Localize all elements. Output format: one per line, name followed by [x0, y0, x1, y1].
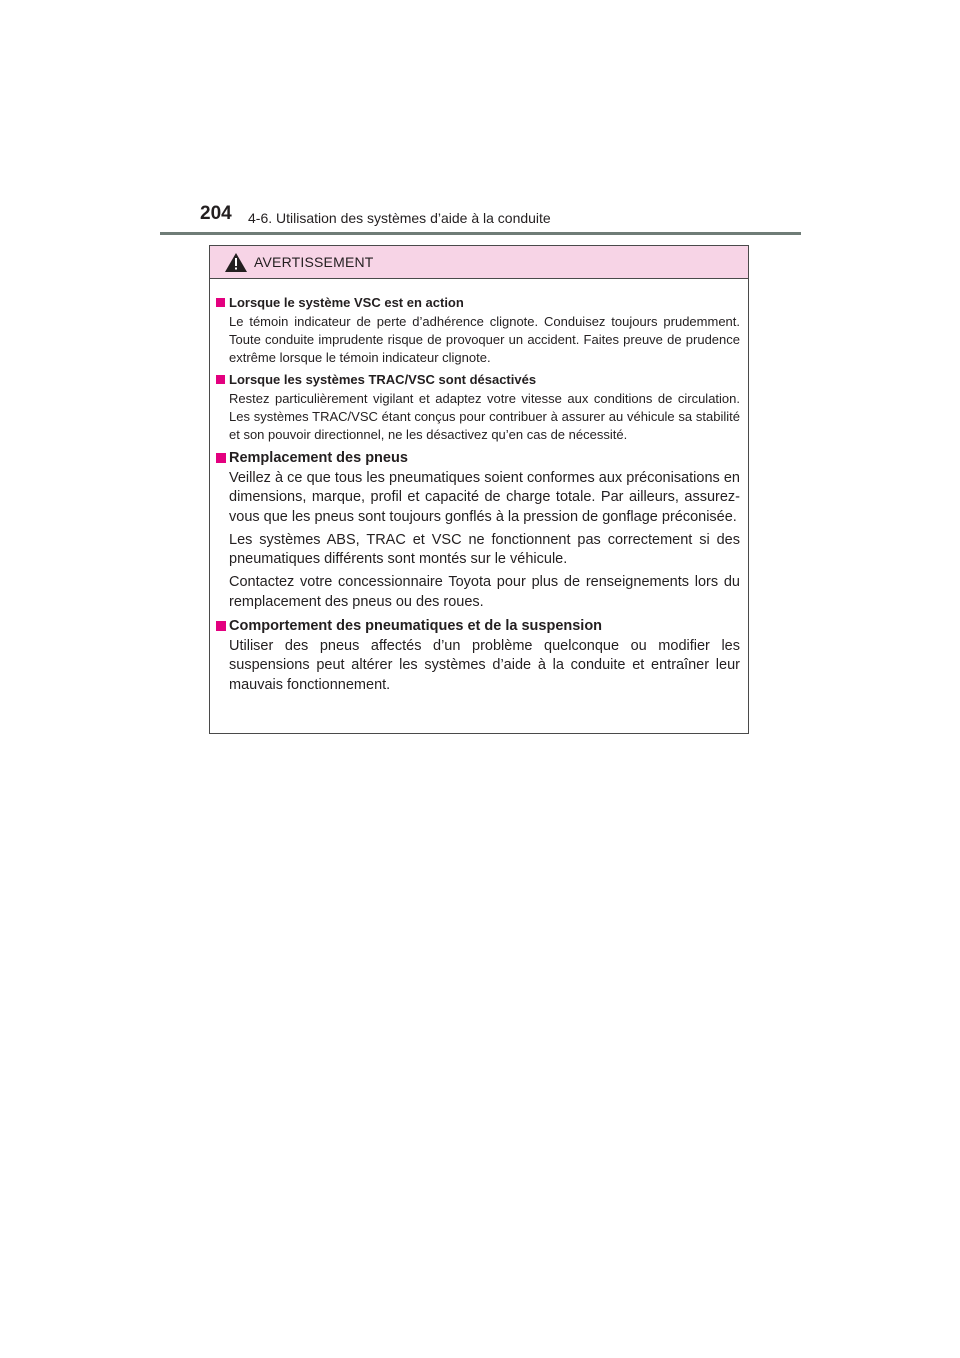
item-heading-text: Comportement des pneumatiques et de la suspension	[229, 618, 603, 635]
square-bullet-icon	[216, 298, 225, 307]
item-heading	[214, 616, 740, 636]
paragraph: Les systèmes ABS, TRAC et VSC ne fonctionnent pas correctement si des pneumatiques différents sont montés sur le véhicule.	[229, 531, 740, 568]
item-heading	[214, 448, 740, 468]
paragraph: Restez particulièrement vigilant et adaptez votre vitesse aux conditions de circulation. Les systèmes TRAC/VSC étant conçus pour contribuer à assurer au véhicule sa stabilité et son pouvoir directionnel, ne les désactivez qu’en cas de nécessité.	[229, 391, 740, 442]
paragraph: Contactez votre concessionnaire Toyota pour plus de renseignements lors du remplacement des pneus ou des roues.	[229, 574, 740, 610]
header-rule	[160, 232, 801, 235]
section-title: 4-6. Utilisation des systèmes d’aide à la conduite	[248, 210, 551, 226]
warning-box	[209, 245, 749, 734]
item-heading-text: Remplacement des pneus	[229, 450, 408, 466]
square-bullet-icon	[216, 621, 226, 631]
paragraph: Veillez à ce que tous les pneumatiques soient conformes aux préconisations en dimensions, marque, profil et capacité de charge totale. Par ailleurs, assurez-vous que les pneus sont toujours gonflés à la pression de gonflage préconisée.	[229, 470, 740, 525]
page-number: 204	[200, 203, 232, 224]
warning-header	[210, 246, 748, 279]
warning-triangle-icon	[225, 253, 247, 272]
warning-title: AVERTISSEMENT	[254, 254, 374, 270]
square-bullet-icon	[216, 453, 226, 463]
item-heading	[214, 371, 740, 389]
item-heading	[214, 294, 740, 312]
square-bullet-icon	[216, 375, 225, 384]
paragraph: Le témoin indicateur de perte d’adhérence clignote. Conduisez toujours prudemment. Toute conduite imprudente risque de provoquer un accident. Faites preuve de prudence extrême lorsque le témoin indicateur clignote.	[229, 314, 740, 365]
paragraph: Utiliser des pneus affectés d’un problème quelconque ou modifier les suspensions peut altérer les systèmes d’aide à la conduite et entraîner leur mauvais fonctionnement.	[229, 638, 740, 693]
warning-body	[210, 279, 748, 695]
item-heading-text: Lorsque le système VSC est en action	[229, 295, 464, 310]
item-heading-text: Lorsque les systèmes TRAC/VSC sont désactivés	[229, 372, 537, 387]
